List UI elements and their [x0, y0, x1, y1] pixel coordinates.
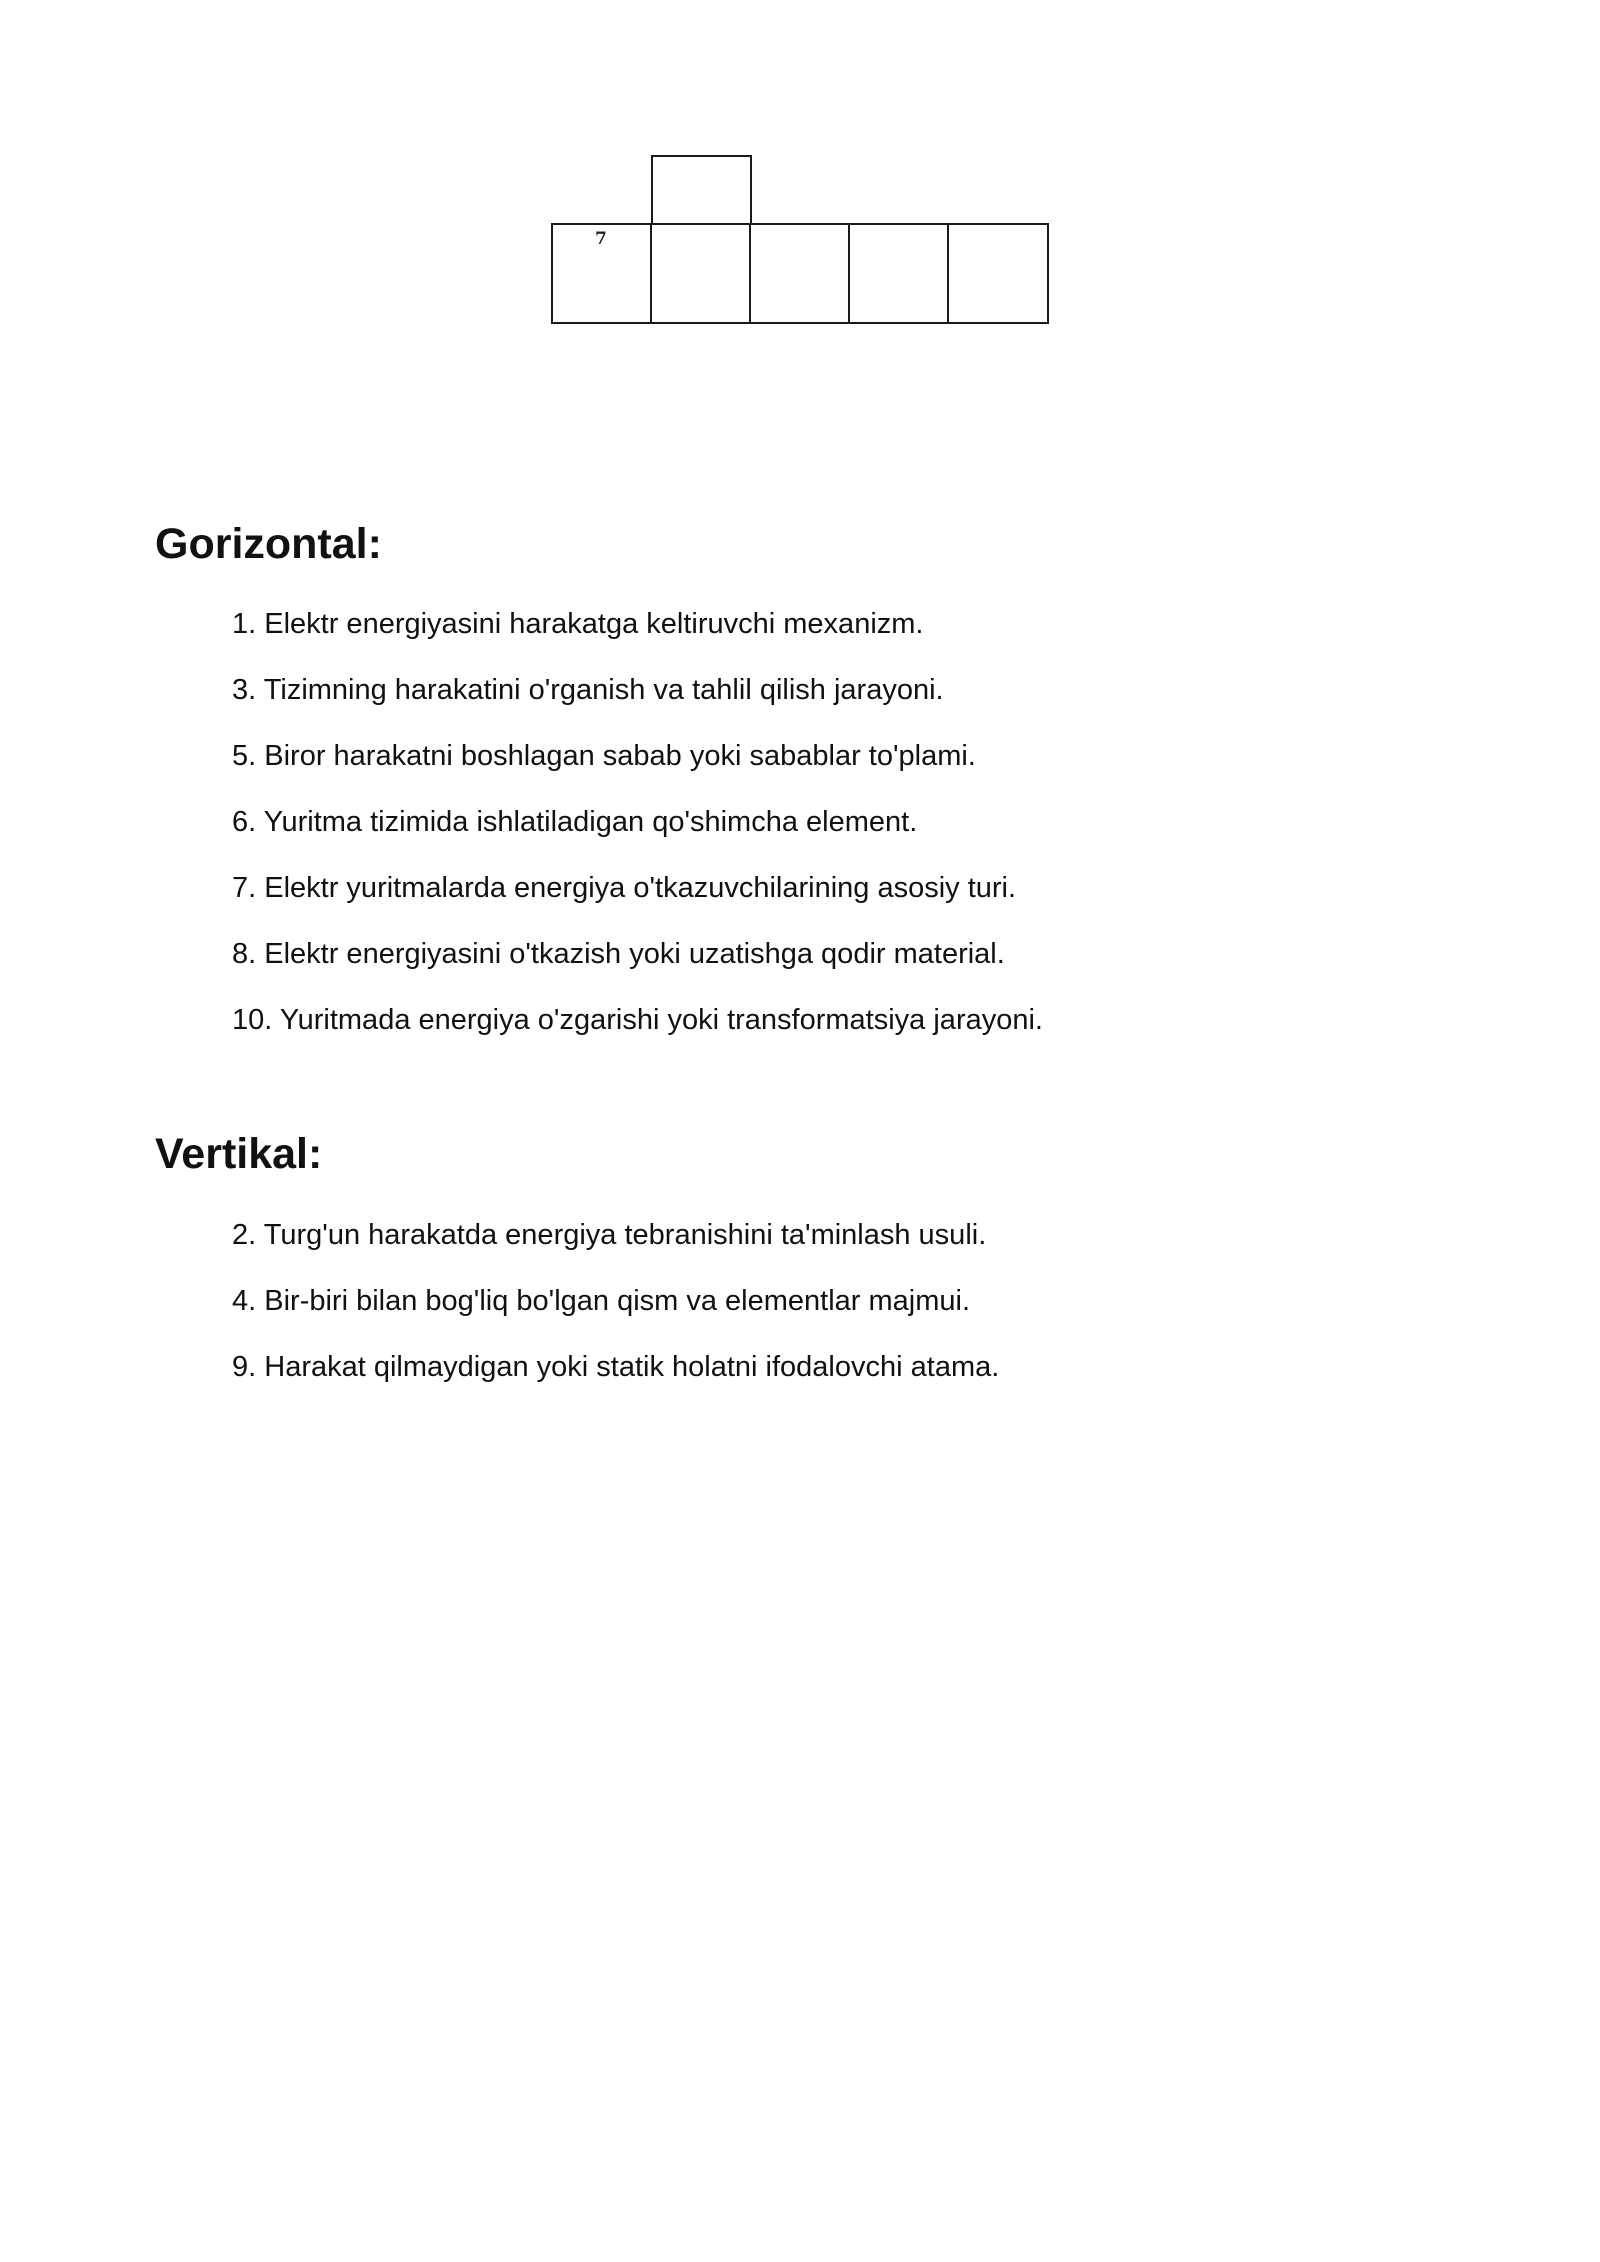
- clue-item: [232, 673, 1043, 707]
- clue-number: 6.: [232, 806, 257, 838]
- clue-number: 8.: [232, 938, 257, 970]
- clue-text: Yuritmada energiya o'zgarishi yoki transformatsiya jarayoni.: [279, 1004, 1043, 1036]
- clue-number: 3.: [232, 674, 257, 706]
- clue-item: [232, 805, 1043, 839]
- horizontal-clue-list: [232, 607, 1043, 1069]
- clue-text: Bir-biri bilan bog'liq bo'lgan qism va elementlar majmui.: [264, 1285, 971, 1317]
- clue-text: Elektr energiyasini harakatga keltiruvchi mexanizm.: [264, 608, 924, 640]
- clue-item: [232, 871, 1043, 905]
- clue-number: 7.: [232, 872, 257, 904]
- clue-number: 9.: [232, 1351, 257, 1383]
- clue-item: [232, 1284, 999, 1318]
- clue-text: Elektr yuritmalarda energiya o'tkazuvchilarining asosiy turi.: [264, 872, 1017, 904]
- clue-item: [232, 1350, 999, 1384]
- clue-number: 4.: [232, 1285, 257, 1317]
- clue-item: [232, 1218, 999, 1252]
- clue-number: 2.: [232, 1219, 257, 1251]
- clue-item: [232, 607, 1043, 641]
- clue-item: [232, 937, 1043, 971]
- clue-text: Tizimning harakatini o'rganish va tahlil qilish jarayoni.: [263, 674, 944, 706]
- clue-number: 10.: [232, 1004, 273, 1036]
- clue-text: Harakat qilmaydigan yoki statik holatni ifodalovchi atama.: [264, 1351, 1000, 1383]
- vertical-clue-list: [232, 1218, 999, 1416]
- clue-item: [232, 1003, 1043, 1037]
- clue-text: Yuritma tizimida ishlatiladigan qo'shimcha element.: [263, 806, 918, 838]
- clue-text: Biror harakatni boshlagan sabab yoki sabablar to'plami.: [264, 740, 976, 772]
- vertical-heading: Vertikal:: [155, 1130, 323, 1178]
- horizontal-heading: Gorizontal:: [155, 520, 382, 568]
- crossword-cell-7[interactable]: [551, 223, 653, 324]
- clue-number-7: 7: [595, 229, 607, 249]
- crossword-cell[interactable]: [749, 223, 851, 324]
- clue-number: 1.: [232, 608, 257, 640]
- clue-number: 5.: [232, 740, 257, 772]
- clue-item: [232, 739, 1043, 773]
- clue-text: Elektr energiyasini o'tkazish yoki uzatishga qodir material.: [264, 938, 1005, 970]
- clue-text: Turg'un harakatda energiya tebranishini ta'minlash usuli.: [263, 1219, 987, 1251]
- crossword-cell[interactable]: [650, 223, 752, 324]
- crossword-cell[interactable]: [651, 155, 752, 226]
- crossword-grid: [0, 0, 1600, 340]
- crossword-cell[interactable]: [947, 223, 1049, 324]
- crossword-cell[interactable]: [848, 223, 950, 324]
